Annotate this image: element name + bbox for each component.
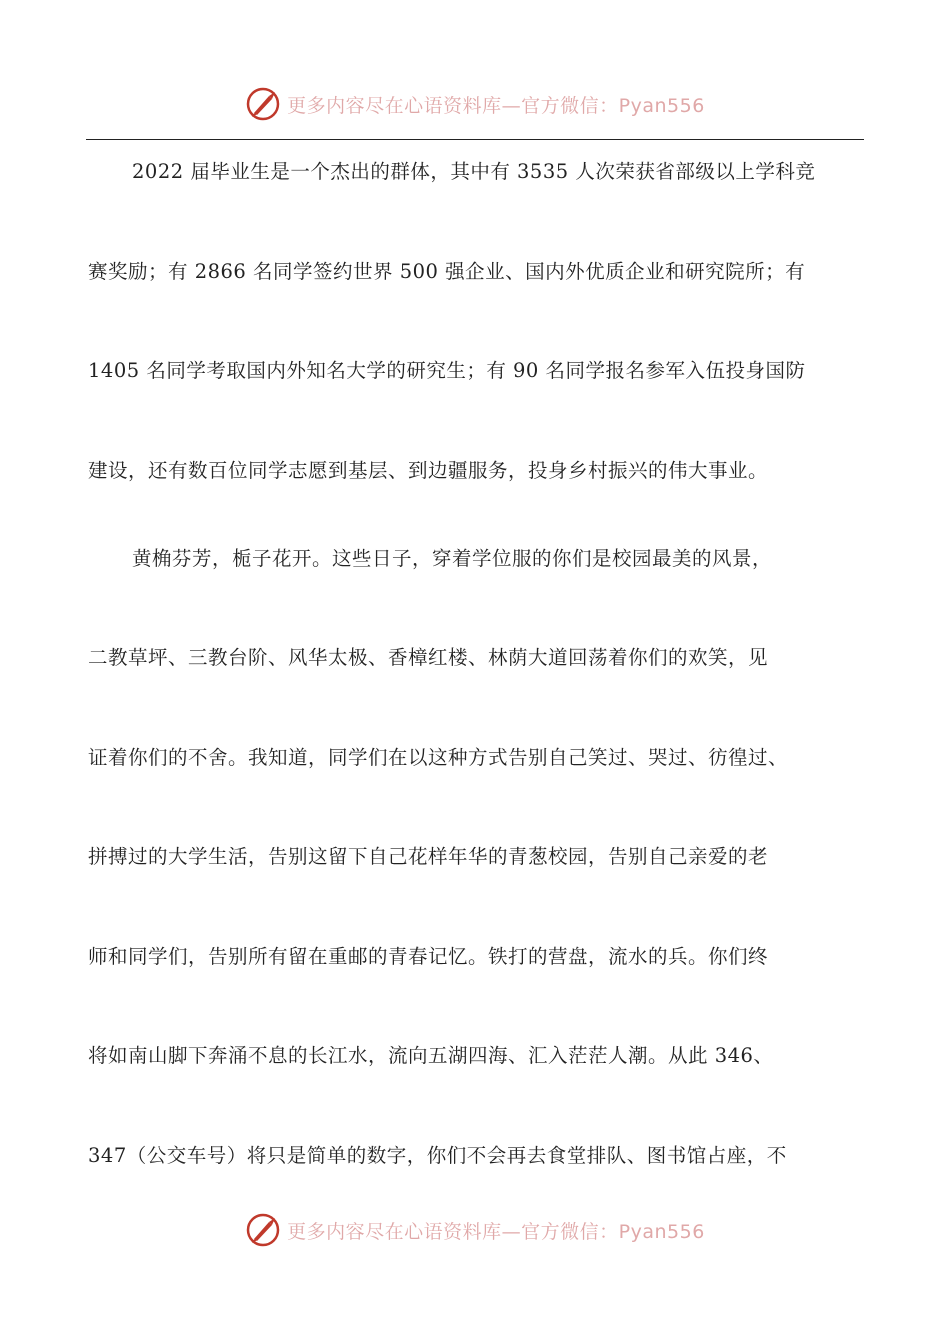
body-line: 1405 名同学考取国内外知名大学的研究生；有 90 名同学报名参军入伍投身国防 — [88, 359, 806, 382]
body-line: 证着你们的不舍。我知道，同学们在以这种方式告别自己笑过、哭过、彷徨过、 — [88, 745, 789, 769]
header-rule — [86, 139, 864, 140]
body-line: 拼搏过的大学生活，告别这留下自己花样年华的青葱校园，告别自己亲爱的老 — [88, 845, 769, 868]
body-line: 347（公交车号）将只是简单的数字，你们不会再去食堂排队、图书馆占座，不 — [88, 1143, 787, 1167]
header-banner — [0, 84, 950, 124]
body-line: 建设，还有数百位同学志愿到基层、到边疆服务，投身乡村振兴的伟大事业。 — [88, 458, 769, 482]
quill-logo-icon — [245, 1212, 281, 1248]
body-line: 二教草坪、三教台阶、风华太极、香樟红楼、林荫大道回荡着你们的欢笑，见 — [88, 646, 769, 669]
body-line: 师和同学们，告别所有留在重邮的青春记忆。铁打的营盘，流水的兵。你们终 — [88, 944, 769, 968]
footer-wechat-id: Pyan556 — [618, 1220, 705, 1243]
header-wechat-id: Pyan556 — [618, 94, 705, 117]
body-line: 将如南山脚下奔涌不息的长江水，流向五湖四海、汇入茫茫人潮。从此 346、 — [88, 1044, 774, 1067]
document-body — [88, 152, 863, 1235]
footer-banner — [0, 1210, 950, 1250]
body-line: 黄桷芬芳，栀子花开。这些日子，穿着学位服的你们是校园最美的风景， — [132, 546, 773, 570]
header-banner-text: 更多内容尽在心语资料库—官方微信：Pyan556 — [287, 94, 705, 117]
body-line: 赛奖励；有 2866 名同学签约世界 500 强企业、国内外优质企业和研究院所；有 — [88, 259, 806, 283]
footer-banner-text: 更多内容尽在心语资料库—官方微信：Pyan556 — [287, 1220, 705, 1243]
quill-logo-icon — [245, 86, 281, 122]
body-line: 2022 届毕业生是一个杰出的群体，其中有 3535 人次荣获省部级以上学科竞 — [132, 160, 816, 183]
